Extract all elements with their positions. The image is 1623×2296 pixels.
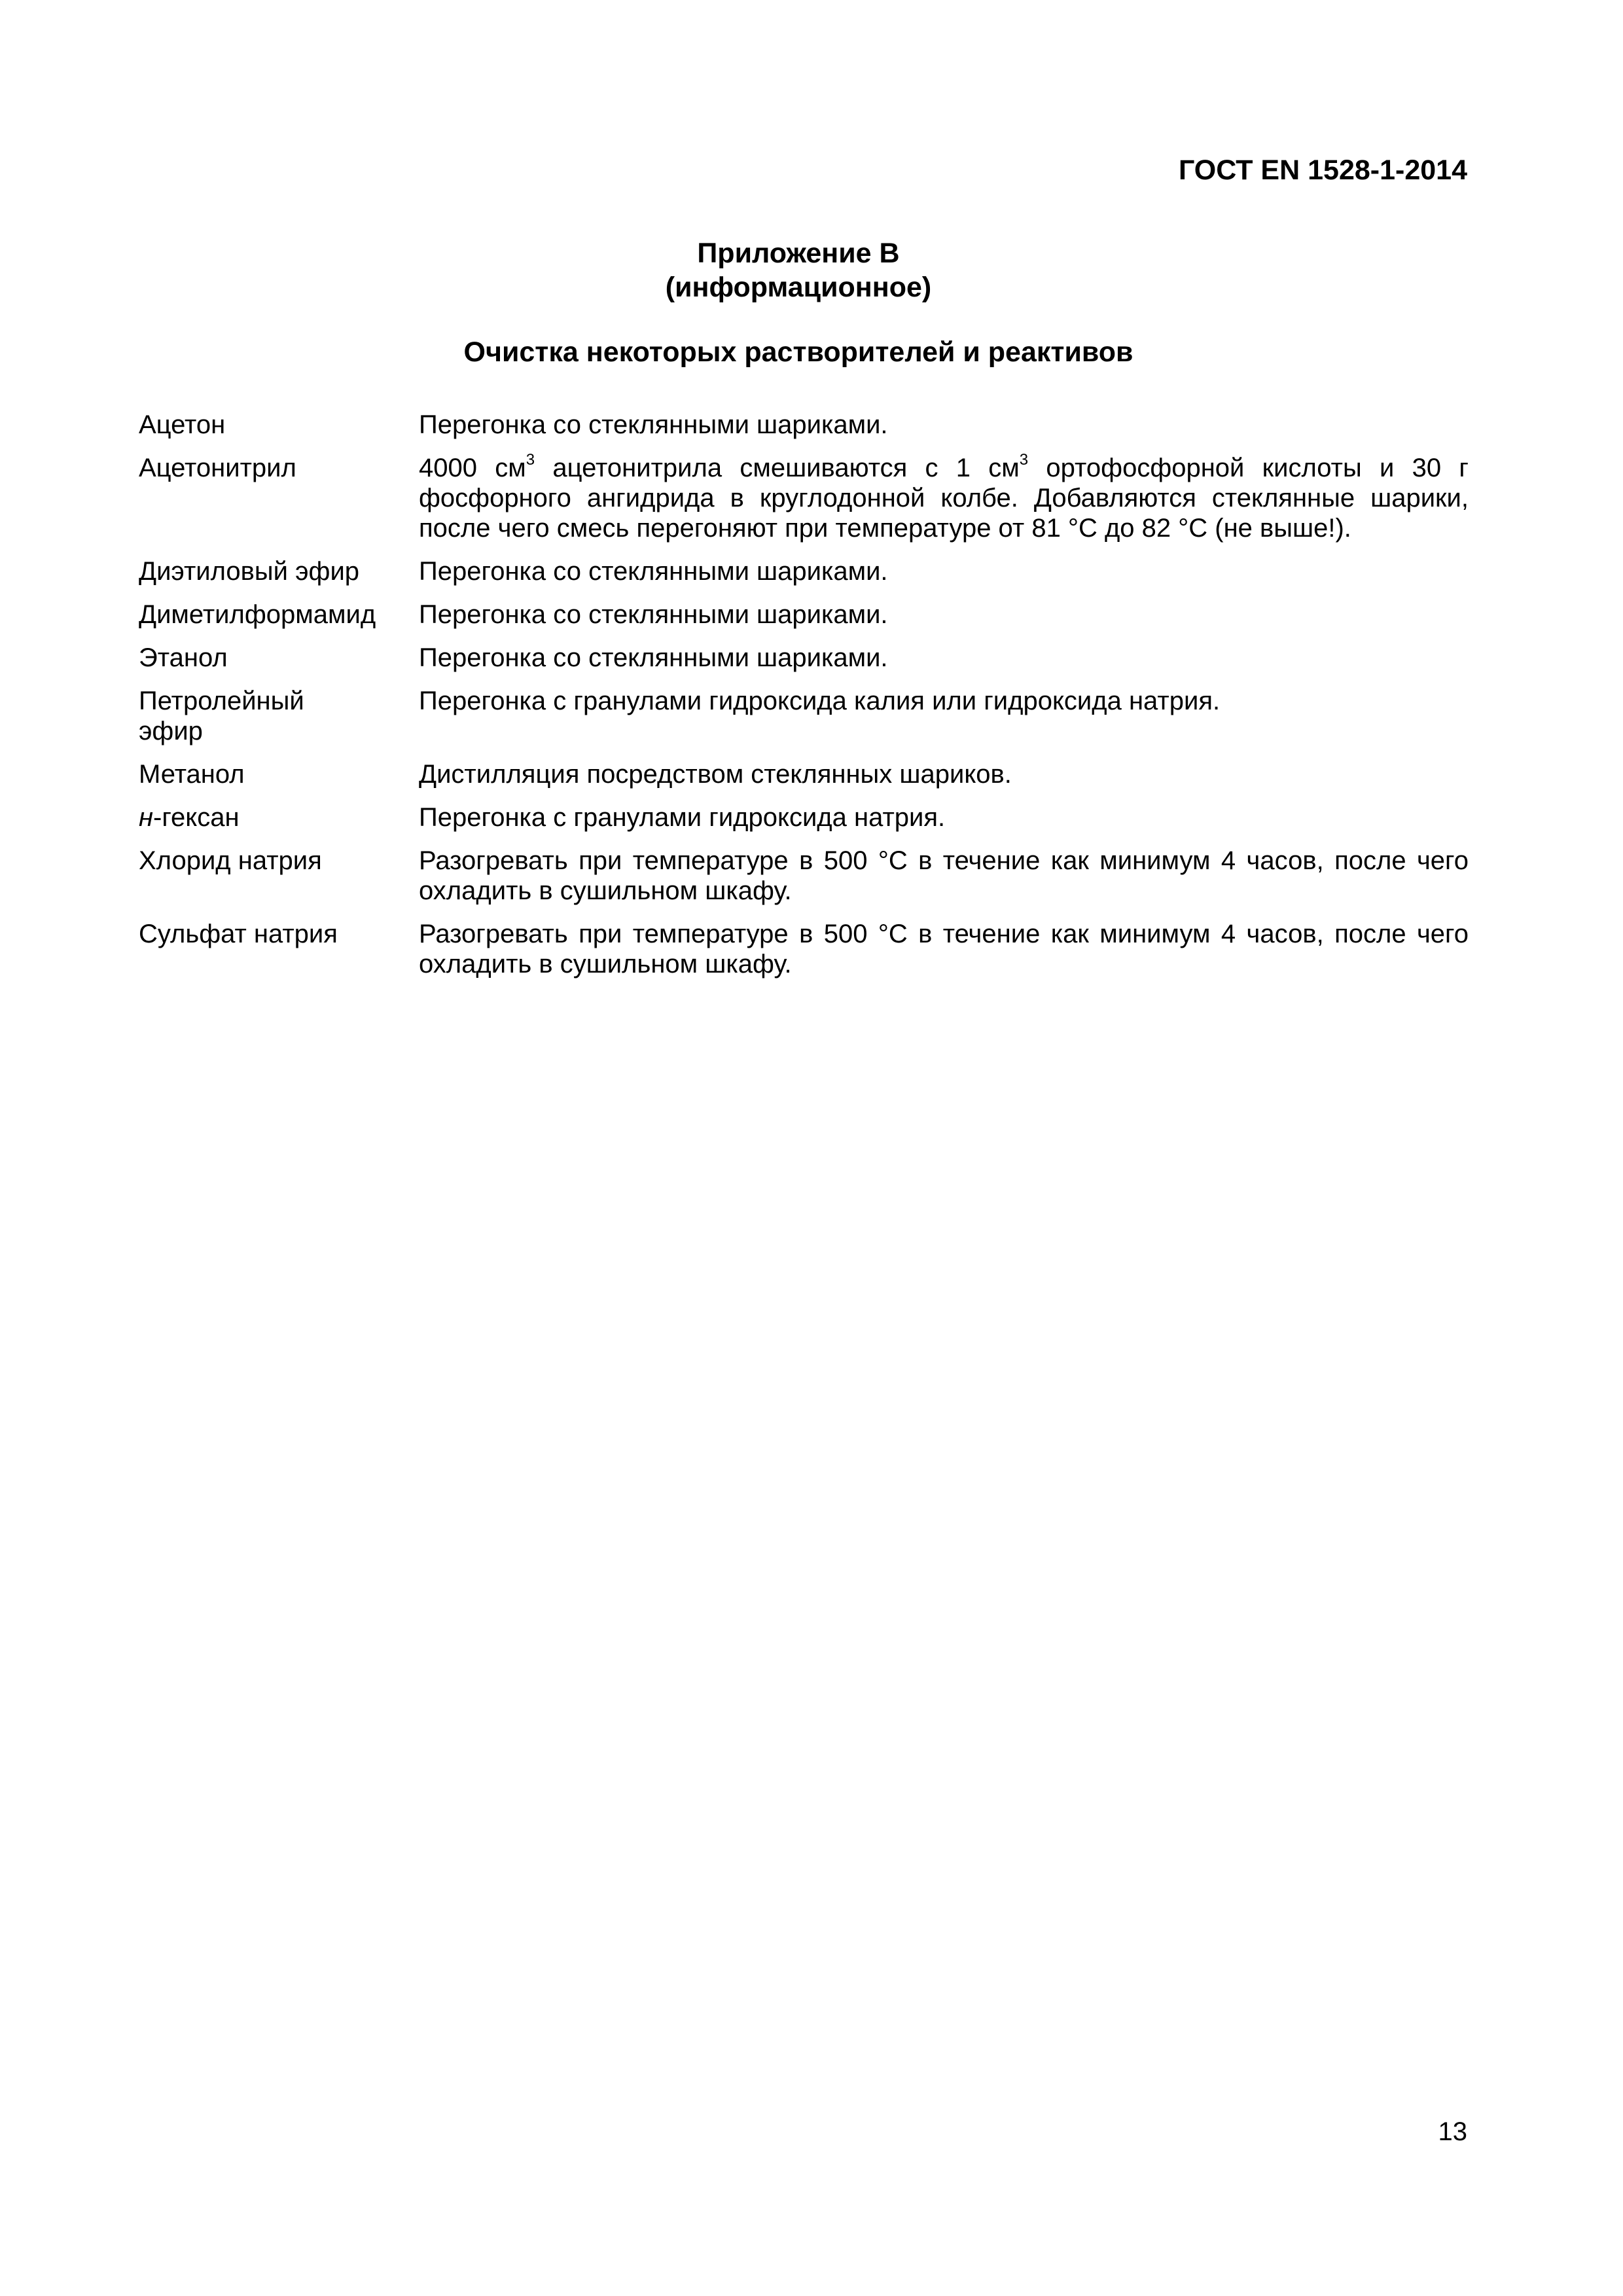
- desc-dimethylformamide: Перегонка со стеклянными шариками.: [419, 600, 888, 629]
- term-acetone: Ацетон: [139, 410, 226, 439]
- list-item: [139, 453, 1469, 543]
- desc-diethyl-ether: Перегонка со стеклянными шариками.: [419, 557, 888, 586]
- term-sodium-chloride: Хлорид натрия: [139, 846, 322, 875]
- list-item: [139, 410, 1469, 440]
- desc-acetonitrile-part1: 4000 см: [419, 454, 526, 482]
- page-number: 13: [1438, 2117, 1467, 2146]
- superscript-3: 3: [1019, 451, 1029, 469]
- term-dimethylformamide: Диметилформамид: [139, 600, 376, 629]
- reagent-list: [139, 410, 1469, 992]
- list-item: [139, 919, 1469, 979]
- term-petroleum-ether: Петролейный эфир: [139, 687, 304, 745]
- list-item: [139, 643, 1469, 673]
- list-item: [139, 846, 1469, 906]
- desc-ethanol: Перегонка со стеклянными шариками.: [419, 643, 888, 672]
- document-code: ГОСТ EN 1528-1-2014: [1178, 154, 1467, 186]
- term-n-hexane-prefix: н: [139, 803, 154, 832]
- desc-acetonitrile-part2: ацетонитрила смешиваются с 1 см: [535, 454, 1020, 482]
- term-ethanol: Этанол: [139, 643, 228, 672]
- desc-methanol: Дистилляция посредством стеклянных шариков.: [419, 760, 1012, 789]
- term-acetonitrile: Ацетонитрил: [139, 454, 296, 482]
- list-item: [139, 759, 1469, 789]
- superscript-3: 3: [526, 451, 535, 469]
- desc-sodium-chloride: Разогревать при температуре в 500 °С в течение как минимум 4 часов, после чего охладить в сушильном шкафу.: [419, 846, 1469, 905]
- desc-acetonitrile-part3: ортофосфорной кислоты и 30 г фосфорного ангидрида в круглодонной колбе. Добавляются стеклянные шарики, после чего смесь перегоняют при температуре от 81 °С до 82 °С (не выше!).: [419, 454, 1469, 543]
- desc-n-hexane: Перегонка с гранулами гидроксида натрия.: [419, 803, 946, 832]
- term-diethyl-ether: Диэтиловый эфир: [139, 557, 360, 586]
- term-methanol: Метанол: [139, 760, 245, 789]
- term-sodium-sulfate: Сульфат натрия: [139, 920, 338, 948]
- annex-subtitle: (информационное): [665, 272, 932, 303]
- list-item: [139, 556, 1469, 586]
- desc-acetonitrile: [419, 453, 1469, 543]
- desc-acetone: Перегонка со стеклянными шариками.: [419, 410, 888, 439]
- desc-petroleum-ether: Перегонка с гранулами гидроксида калия или гидроксида натрия.: [419, 687, 1221, 715]
- desc-sodium-sulfate: Разогревать при температуре в 500 °С в течение как минимум 4 часов, после чего охладить в сушильном шкафу.: [419, 920, 1469, 978]
- term-n-hexane-suffix: -гексан: [153, 803, 240, 832]
- list-item: [139, 802, 1469, 833]
- list-item: [139, 600, 1469, 630]
- term-n-hexane: [139, 802, 419, 833]
- annex-heading: [0, 236, 1597, 304]
- list-item: [139, 686, 1469, 746]
- section-title: Очистка некоторых растворителей и реактивов: [463, 336, 1133, 368]
- annex-title: Приложение В: [697, 238, 900, 269]
